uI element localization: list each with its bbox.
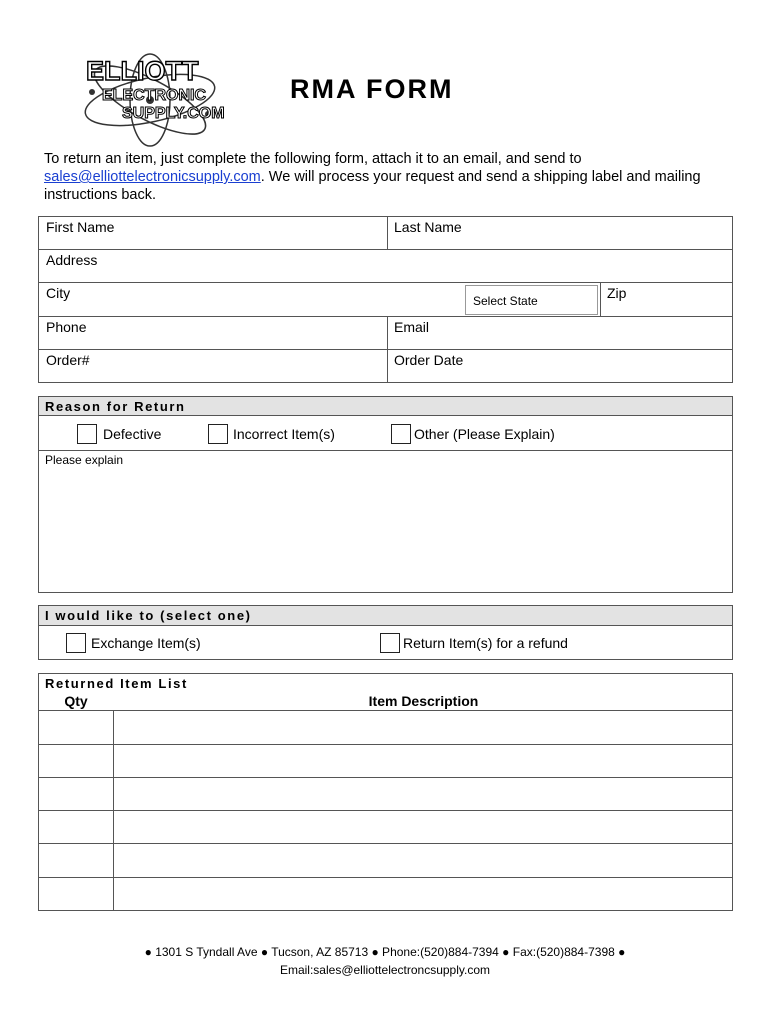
company-logo (80, 52, 225, 152)
first-name-field[interactable]: First Name (46, 219, 115, 235)
intro-text (44, 150, 704, 204)
table-row (38, 843, 733, 844)
incorrect-items-label: Incorrect Item(s) (233, 426, 335, 442)
other-label: Other (Please Explain) (414, 426, 555, 442)
exchange-checkbox[interactable] (66, 633, 86, 653)
description-header: Item Description (368, 693, 479, 709)
svg-text:ELECTRONIC: ELECTRONIC (102, 87, 206, 104)
intro-text-after: . We will process your request and send a shipping label and mailing instructions back. (44, 169, 701, 203)
city-field[interactable]: City (46, 285, 71, 301)
table-row (38, 810, 733, 811)
intro-text-before: To return an item, just complete the following form, attach it to an email, and send to (44, 151, 582, 167)
sales-email-link[interactable]: sales@elliottelectronicsupply.com (44, 169, 261, 185)
other-checkbox[interactable] (391, 424, 411, 444)
table-row (38, 744, 733, 745)
phone-field[interactable]: Phone (46, 319, 87, 335)
defective-label: Defective (103, 426, 162, 442)
choice-heading: I would like to (select one) (38, 605, 733, 626)
footer-email: Email:sales@elliottelectroncsupply.com (279, 963, 491, 977)
refund-label: Return Item(s) for a refund (403, 635, 568, 651)
refund-checkbox[interactable] (380, 633, 400, 653)
address-field[interactable]: Address (46, 252, 98, 268)
exchange-label: Exchange Item(s) (91, 635, 201, 651)
footer-address: ● 1301 S Tyndall Ave ● Tucson, AZ 85713 ● Phone:(520)884-7394 ● Fax:(520)884-7398 ● (144, 945, 626, 959)
explain-textarea[interactable] (38, 450, 733, 593)
incorrect-items-checkbox[interactable] (208, 424, 228, 444)
reason-heading: Reason for Return (38, 396, 733, 416)
explain-label: Please explain (45, 453, 124, 467)
zip-field[interactable]: Zip (607, 285, 627, 301)
qty-header: Qty (64, 693, 88, 709)
items-heading: Returned Item List (45, 676, 188, 691)
order-number-field[interactable]: Order# (46, 352, 90, 368)
defective-checkbox[interactable] (77, 424, 97, 444)
table-row (38, 710, 733, 711)
email-field[interactable]: Email (394, 319, 430, 335)
state-select-value: Select State (473, 294, 538, 308)
state-select[interactable] (465, 285, 598, 315)
last-name-field[interactable]: Last Name (394, 219, 462, 235)
page-title: RMA FORM (290, 74, 454, 104)
svg-text:SUPPLY.COM: SUPPLY.COM (122, 105, 225, 122)
table-row (38, 877, 733, 878)
svg-text:ELLIOTT: ELLIOTT (86, 56, 199, 86)
table-row (38, 777, 733, 778)
order-date-field[interactable]: Order Date (394, 352, 464, 368)
